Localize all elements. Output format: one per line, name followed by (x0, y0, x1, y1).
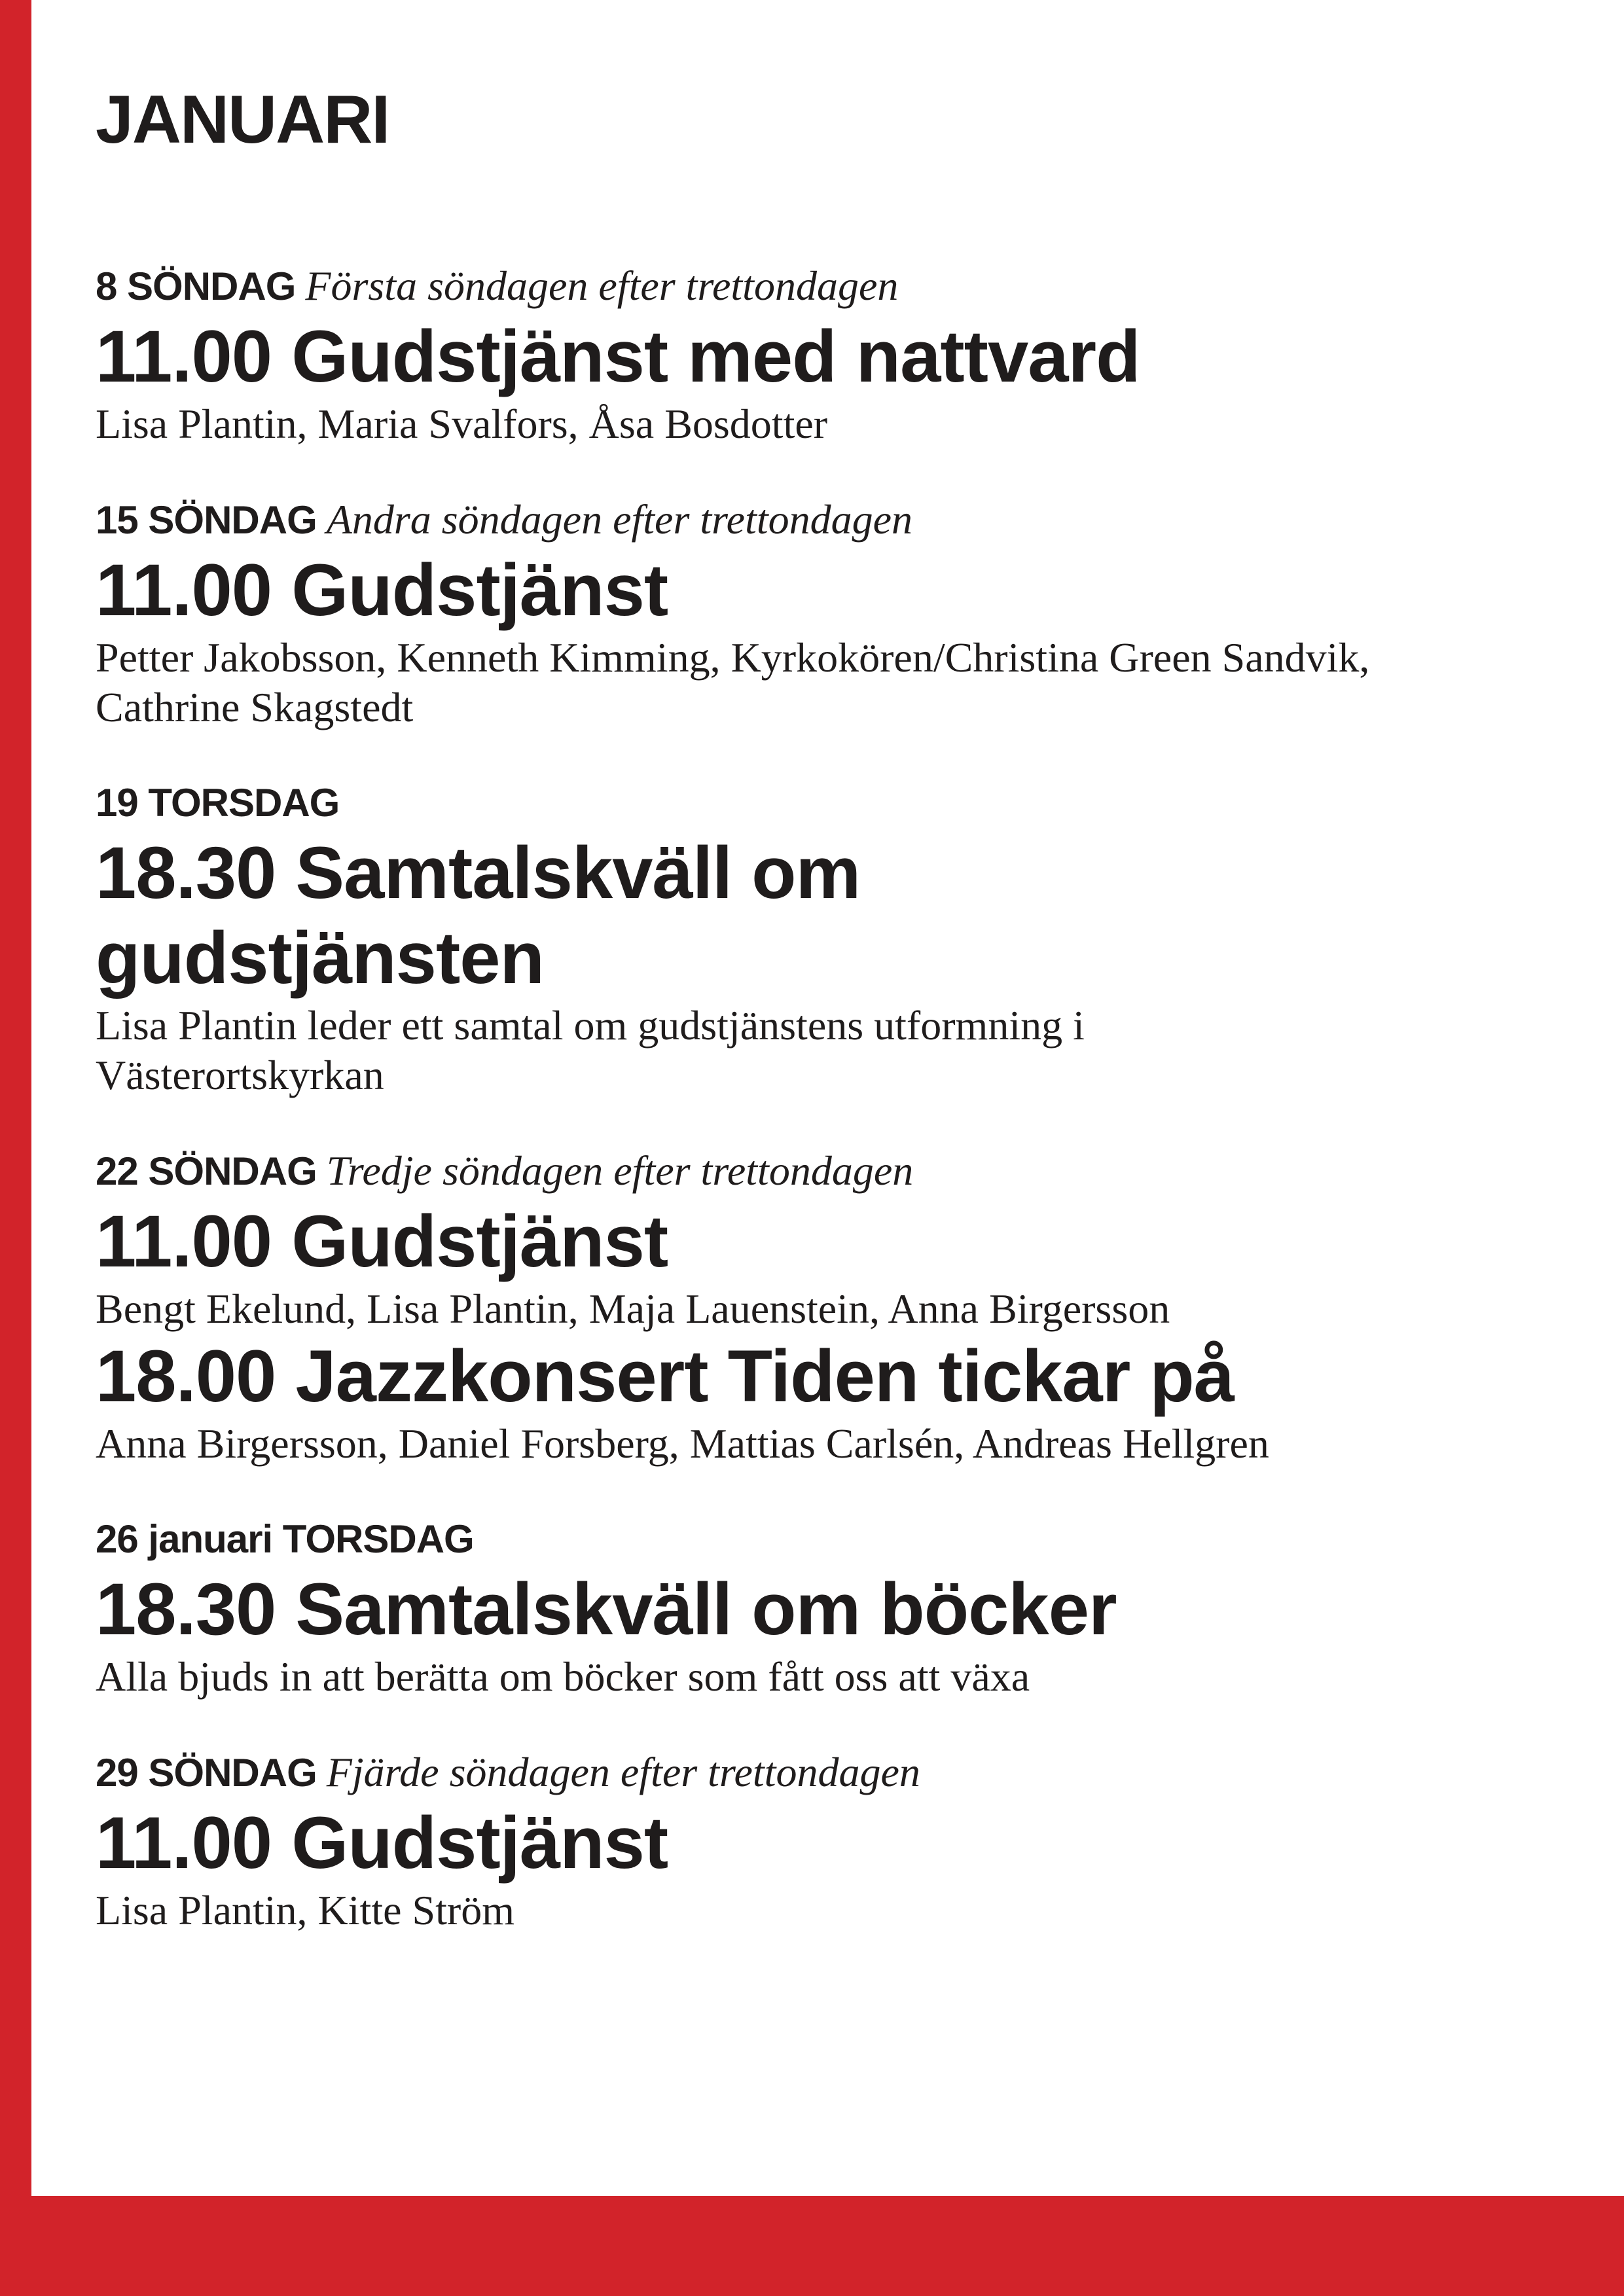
event-title: 11.00 Gudstjänst (96, 1802, 668, 1884)
occasion-label: Tredje söndagen efter trettondagen (326, 1147, 914, 1194)
left-red-border (0, 0, 31, 2296)
occasion-label: Första söndagen efter trettondagen (305, 262, 899, 309)
event-list (96, 259, 1536, 1935)
day-line (96, 1745, 1536, 1801)
day-label: 29 SÖNDAG (96, 1751, 317, 1795)
event-participants: Lisa Plantin, Kitte Ström (96, 1887, 514, 1933)
event-title: 18.00 Jazzkonsert Tiden tickar på (96, 1335, 1235, 1417)
event-participants: Lisa Plantin leder ett samtal om gudstjänstens utformning i Västerortskyrkan (96, 1002, 1085, 1098)
event-participants: Bengt Ekelund, Lisa Plantin, Maja Lauenstein, Anna Birgersson (96, 1285, 1170, 1332)
event-day-19 (96, 776, 1536, 1100)
day-label: 8 SÖNDAG (96, 264, 296, 308)
day-line (96, 1143, 1536, 1199)
day-label: 15 SÖNDAG (96, 498, 317, 542)
event-day-29 (96, 1745, 1536, 1935)
day-label: 22 SÖNDAG (96, 1149, 317, 1193)
month-heading: JANUARI (96, 82, 389, 158)
event-title: 18.30 Samtalskväll om gudstjänsten (96, 832, 861, 999)
day-line (96, 259, 1536, 314)
event-participants: Alla bjuds in att berätta om böcker som fått oss att växa (96, 1653, 1030, 1700)
event-day-8 (96, 259, 1536, 449)
day-line (96, 776, 1536, 831)
event-title: 11.00 Gudstjänst med nattvard (96, 315, 1140, 397)
event-title: 11.00 Gudstjänst (96, 1200, 668, 1282)
event-participants: Lisa Plantin, Maria Svalfors, Åsa Bosdotter (96, 401, 828, 447)
bottom-red-border (0, 2196, 1624, 2296)
day-label: 19 TORSDAG (96, 781, 340, 825)
event-day-15 (96, 492, 1536, 732)
event-day-26 (96, 1512, 1536, 1702)
occasion-label: Andra söndagen efter trettondagen (326, 496, 913, 543)
event-title: 11.00 Gudstjänst (96, 549, 668, 631)
day-line (96, 1512, 1536, 1567)
event-title: 18.30 Samtalskväll om böcker (96, 1568, 1117, 1650)
event-participants: Anna Birgersson, Daniel Forsberg, Mattias Carlsén, Andreas Hellgren (96, 1420, 1269, 1467)
event-day-22 (96, 1143, 1536, 1469)
day-label: 26 januari TORSDAG (96, 1517, 474, 1561)
event-participants: Petter Jakobsson, Kenneth Kimming, Kyrkokören/Christina Green Sandvik, Cathrine Skagstedt (96, 634, 1370, 730)
day-line (96, 492, 1536, 548)
occasion-label: Fjärde söndagen efter trettondagen (326, 1749, 920, 1795)
